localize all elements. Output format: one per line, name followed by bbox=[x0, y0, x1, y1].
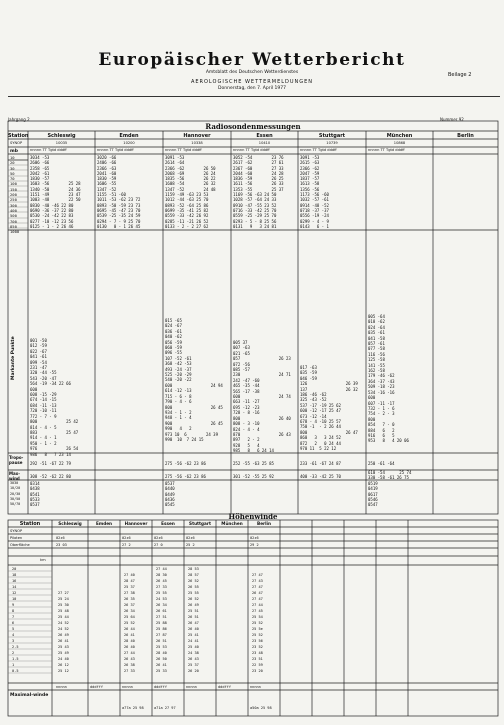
hw-station-emden: Emden bbox=[95, 521, 113, 526]
station-label: Station bbox=[8, 133, 29, 139]
synop-code: 10739 bbox=[326, 141, 338, 145]
hw-maxwind-code: nnnnn bbox=[122, 685, 133, 689]
hw-station-stuttgart: Stuttgart bbox=[189, 521, 211, 526]
station-hannover: Hannover bbox=[183, 133, 211, 139]
maxwind-value: 301 -52 -55 25 92 bbox=[233, 474, 274, 479]
radiosonden-title: Radiosondenmessungen bbox=[205, 122, 301, 131]
tropopause-value: 292 -51 -67 22 79 bbox=[30, 461, 71, 466]
code-header: nnnnn TT Tgtd dddff bbox=[368, 148, 405, 152]
hw-synop-label: SYNOP bbox=[10, 529, 23, 533]
hw-station-schleswig: Schleswig bbox=[58, 521, 82, 526]
hw-maxwind-code: dddfff bbox=[218, 685, 231, 689]
synop-label: SYNOP bbox=[10, 141, 23, 145]
maxwind-value: 610 -54 25 74 330 -58 -61 26 75 bbox=[368, 470, 412, 481]
hw-ground: 29 2 bbox=[250, 543, 259, 547]
hw-pilot-label: Piloten bbox=[10, 536, 23, 540]
hw-maxwind-value: a77a 25 98 bbox=[122, 706, 144, 710]
hw-col-essen: 27 44 28 30 26 45 27 33 25 55 24 53 26 34 26 61 27 51 25 88 25 86 27 87 26 51 25 53 28 40 26 50 26 41 25 33 bbox=[156, 567, 167, 673]
hw-pilot-time: 02z6 bbox=[122, 536, 131, 540]
bottom-block: 0537 0440 0449 0436 0545 bbox=[165, 481, 175, 508]
page-title: Europäischer Wetterbericht bbox=[98, 50, 406, 70]
synop-code: 10868 bbox=[393, 141, 406, 145]
subtitle: Amtsblatt des Deutschen Wetterdienstes bbox=[205, 70, 299, 75]
sounding-stuttgart: 3091 -53 2615 -63 2366 -62 2047 -59 1837 -57 1613 -58 1356 -56 1173 -56 -60 1032 -57 -61 0914 -48 -52 0718 -37 -37 0556 -19 -24 0299 - 4 - 9 0143 6 - 1 bbox=[300, 155, 329, 229]
bottom-block: 0314 0438 0541 0533 0537 bbox=[30, 481, 40, 508]
hw-ground: 25 2 bbox=[186, 543, 195, 547]
nummer: Nummer 92 bbox=[440, 117, 464, 122]
code-header: nnnnn TT Tgtd dddff bbox=[165, 148, 202, 152]
tropopause-value: 252 -55 -63 25 85 bbox=[233, 461, 274, 466]
sounding-essen: 3052 -54 23 76 2617 -62 27 61 2367 -60 27 33 2044 -60 24 28 1836 -59 26 25 1611 -56 26 33 1353 -55 25 37 1169 -56 -63 24 50 1028 -57 -64 24 33 0910 -47 -55 23 52 0716 -33 -42 25 70 0559 -25 -29 25 70 0293 - 5 - 8 25 56 0131 9 3 24 81 bbox=[233, 155, 284, 229]
hw-station-muenchen: München bbox=[221, 521, 243, 526]
hw-km-label: km bbox=[40, 558, 46, 562]
sounding-hannover: 3091 -53 2614 -64 2366 -62 26 50 2068 -69 26 24 1835 -56 26 22 1608 -54 26 32 1347 -52 24 48 1159 -49 -63 23 53 1012 -44 -63 25 70 0893 -52 -64 25 86 0699 -35 -41 25 82 0559 -33 -42 26 92 0285 -11 -21 26 52 0133 - 2 - 2 27 62 bbox=[165, 155, 216, 229]
markante-essen: 005 37 007 -63 021 -65 057 26 23 072 -56 085 -57 230 24 71 242 -47 -60 465 -35 -44 565 -17 -38 600 24 74 663 -11 -27 695 -12 -23 728 - 8 -16 800 26 40 808 - 3 -10 824 - 4 - 4 870 26 43 897 2 - 2 928 5 4 985 8 6 24 14 bbox=[233, 340, 291, 454]
sounding-emden: 3020 -66 2406 -66 2366 -63 2041 -60 1830 -59 1606 -55 1347 -52 1155 -51 -60 1011 -53 -62 23 72 0893 -50 -59 23 73 0695 -45 -47 23 70 0539 -25 -35 24 59 0294 - 7 - 9 25 70 0130 0 - 1 26 45 bbox=[97, 155, 141, 229]
hw-col-schleswig: 27 27 25 24 25 30 25 48 25 44 24 52 24 52 26 49 26 41 25 43 25 49 24 40 26 12 25 12 bbox=[58, 591, 69, 673]
hw-maxwind-value: a71a 27 97 bbox=[154, 706, 176, 710]
station-berlin: Berlin bbox=[457, 133, 474, 139]
code-header: nnnnn TT Tgtd dddff bbox=[300, 148, 337, 152]
markante-hannover: 015 -65 024 -67 036 -61 040 -62 056 -59 060 -59 096 -55 107 -52 -61 368 -42 -53 493 -24 -37 525 -20 -29 540 -20 -22 600 24 94 614 -12 -13 715 - 6 - 8 790 - 4 - 6 800 26 45 934 - 1 - 2 948 - 1 - 4 900 26 45 990 4 2 973 10 6 24 39 990 10 7 24 15 bbox=[165, 318, 223, 442]
hw-station-essen: Essen bbox=[161, 521, 175, 526]
hw-ground: 27 0 bbox=[154, 543, 163, 547]
hw-maxwind-code: nnnnn bbox=[56, 685, 67, 689]
synop-code: 10410 bbox=[258, 141, 271, 145]
station-stuttgart: Stuttgart bbox=[318, 133, 346, 139]
maxwind-value: 275 -56 -62 23 86 bbox=[165, 474, 206, 479]
station-schleswig: Schleswig bbox=[47, 133, 76, 139]
jahrgang: Jahrgang 2 bbox=[8, 117, 30, 122]
hw-ground: 27 2 bbox=[122, 543, 131, 547]
bottom-levels: 3030 10/20 20/30 30/50 50/70 bbox=[10, 481, 21, 507]
code-header: nnnnn TT Tgtd dddff bbox=[30, 148, 67, 152]
hw-heights: 20 18 16 14 12 10 9 8 7 6 5 4 3 2.5 2 1.5 1 0.5 bbox=[12, 567, 19, 673]
code-header: nnnnn TT Tgtd dddff bbox=[97, 148, 134, 152]
hw-station-hannover: Hannover bbox=[124, 521, 148, 526]
hw-pilot-time: 02z6 bbox=[56, 536, 65, 540]
tropopause-label: Tropo-pause bbox=[9, 455, 24, 465]
hw-maxwind-code: dddfff bbox=[90, 685, 103, 689]
synop-code: 10200 bbox=[123, 141, 135, 145]
hw-maxwind-code: nnnnn bbox=[250, 685, 261, 689]
sounding-schleswig: 3034 -53 2606 -66 2358 -65 2042 -61 1830 -57 1603 -56 25 28 1340 -50 24 36 1151 -49 23 47 1003 -48 22 50 0830 -40 -46 22 80 0690 -36 -37 22 80 0530 -24 -42 22 83 0277 -10 -12 23 56 0125 - 1 - 2 26 46 bbox=[30, 155, 81, 229]
date-line: Donnerstag, den 7. April 1977 bbox=[218, 86, 286, 91]
station-muenchen: München bbox=[386, 133, 413, 139]
synop-code: 10035 bbox=[55, 141, 68, 145]
hw-pilot-time: 02z6 bbox=[154, 536, 163, 540]
hw-ground-label: Oberfläche bbox=[10, 543, 30, 547]
pressure-levels: 10 20 30 50 70 100 150 200 250 300 400 500 700 850 1000 bbox=[10, 155, 20, 235]
station-essen: Essen bbox=[256, 133, 273, 139]
markante-schleswig: 001 -50 012 -59 022 -67 041 -61 099 -54 231 -47 320 -44 -55 543 -20 -47 564 -19 -34 22 66 600 608 -15 -29 674 -14 -15 684 -11 -13 720 -10 -11 772 - 7 - 9 800 25 42 814 - 4 - 5 883 25 47 914 - 4 - 1 950 - 1 - 2 976 26 54 986 8 7 23 14 bbox=[30, 338, 79, 457]
hoehenwinde-title: Höhenwinde bbox=[228, 512, 278, 521]
hw-pilot-time: 02z6 bbox=[186, 536, 195, 540]
mb-label: mb bbox=[10, 149, 18, 154]
hw-col-berlin: 27 47 27 43 27 47 26 47 27 47 27 44 27 45 25 54 25 52 25 5e 25 52 23 56 23 52 23 48 23 51 22 59 23 20 bbox=[252, 573, 263, 673]
tropopause-value: 233 -61 -67 24 87 bbox=[300, 461, 341, 466]
markante-muenchen: 005 -64 018 -62 024 -64 035 -61 041 -58 057 -61 077 -58 116 -56 125 -58 141 -55 162 -58 179 -46 -62 364 -37 -43 509 -18 -23 534 -16 -16 600 607 -11 -17 732 - 1 - 6 754 - 2 - 3 800 854 7 - 0 884 6 2 916 6 5 953 8 4 20 06 bbox=[368, 314, 409, 444]
hw-maxwind-code: dddfff bbox=[154, 685, 167, 689]
synop-code: 10338 bbox=[191, 141, 203, 145]
hw-station-label: Station bbox=[19, 521, 41, 527]
markante-stuttgart: 017 -63 035 -59 046 -59 126 26 39 137 26 32 186 -46 -62 325 -43 -52 537 -17 -19 25 62 600 -12 -17 25 47 673 -12 -14 678 - 4 -10 25 57 750 -1 - 2 26 44 800 26 47 860 3 3 24 52 872 2 0 24 44 970 11 5 22 12 bbox=[300, 365, 358, 452]
maxwind-label: Max-wind bbox=[9, 471, 20, 481]
maxwind-value: 400 -33 -42 25 70 bbox=[300, 474, 341, 479]
tropopause-value: 250 -61 -64 bbox=[368, 461, 395, 466]
code-header: nnnnn TT Tgtd dddff bbox=[233, 148, 270, 152]
maxwind-value: 308 -52 -62 22 80 bbox=[30, 474, 71, 479]
hw-ground: 23 03 bbox=[56, 543, 67, 547]
station-emden: Emden bbox=[119, 133, 139, 139]
beilage-label: Beilage 2 bbox=[448, 72, 472, 78]
hw-maxwind-code: nnnnn bbox=[186, 685, 197, 689]
markante-punkte-label: Markante Punkte bbox=[11, 336, 16, 380]
hw-maxwind-label: Maximal-winde bbox=[10, 693, 49, 698]
bottom-block: 0519 0419 0617 0546 0547 bbox=[368, 481, 378, 508]
hw-station-berlin: Berlin bbox=[257, 521, 271, 526]
hw-col-hannover: 27 40 28 47 25 37 27 38 26 35 26 37 26 34 25 64 25 52 26 44 26 41 28 40 26 40 27 44 26 43 26 38 27 33 bbox=[124, 573, 135, 673]
hw-col-stuttgart: 28 53 28 57 26 52 26 55 25 55 26 52 26 49 25 51 26 51 26 47 26 40 25 41 24 41 25 40 24 38 26 43 25 37 26 20 bbox=[188, 567, 199, 673]
hw-maxwind-value: a50a 25 98 bbox=[250, 706, 272, 710]
section-heading: AEROLOGISCHE WETTERMELDUNGEN bbox=[190, 79, 314, 85]
hw-pilot-time: 02z6 bbox=[250, 536, 259, 540]
tropopause-value: 275 -56 -62 23 86 bbox=[165, 461, 206, 466]
